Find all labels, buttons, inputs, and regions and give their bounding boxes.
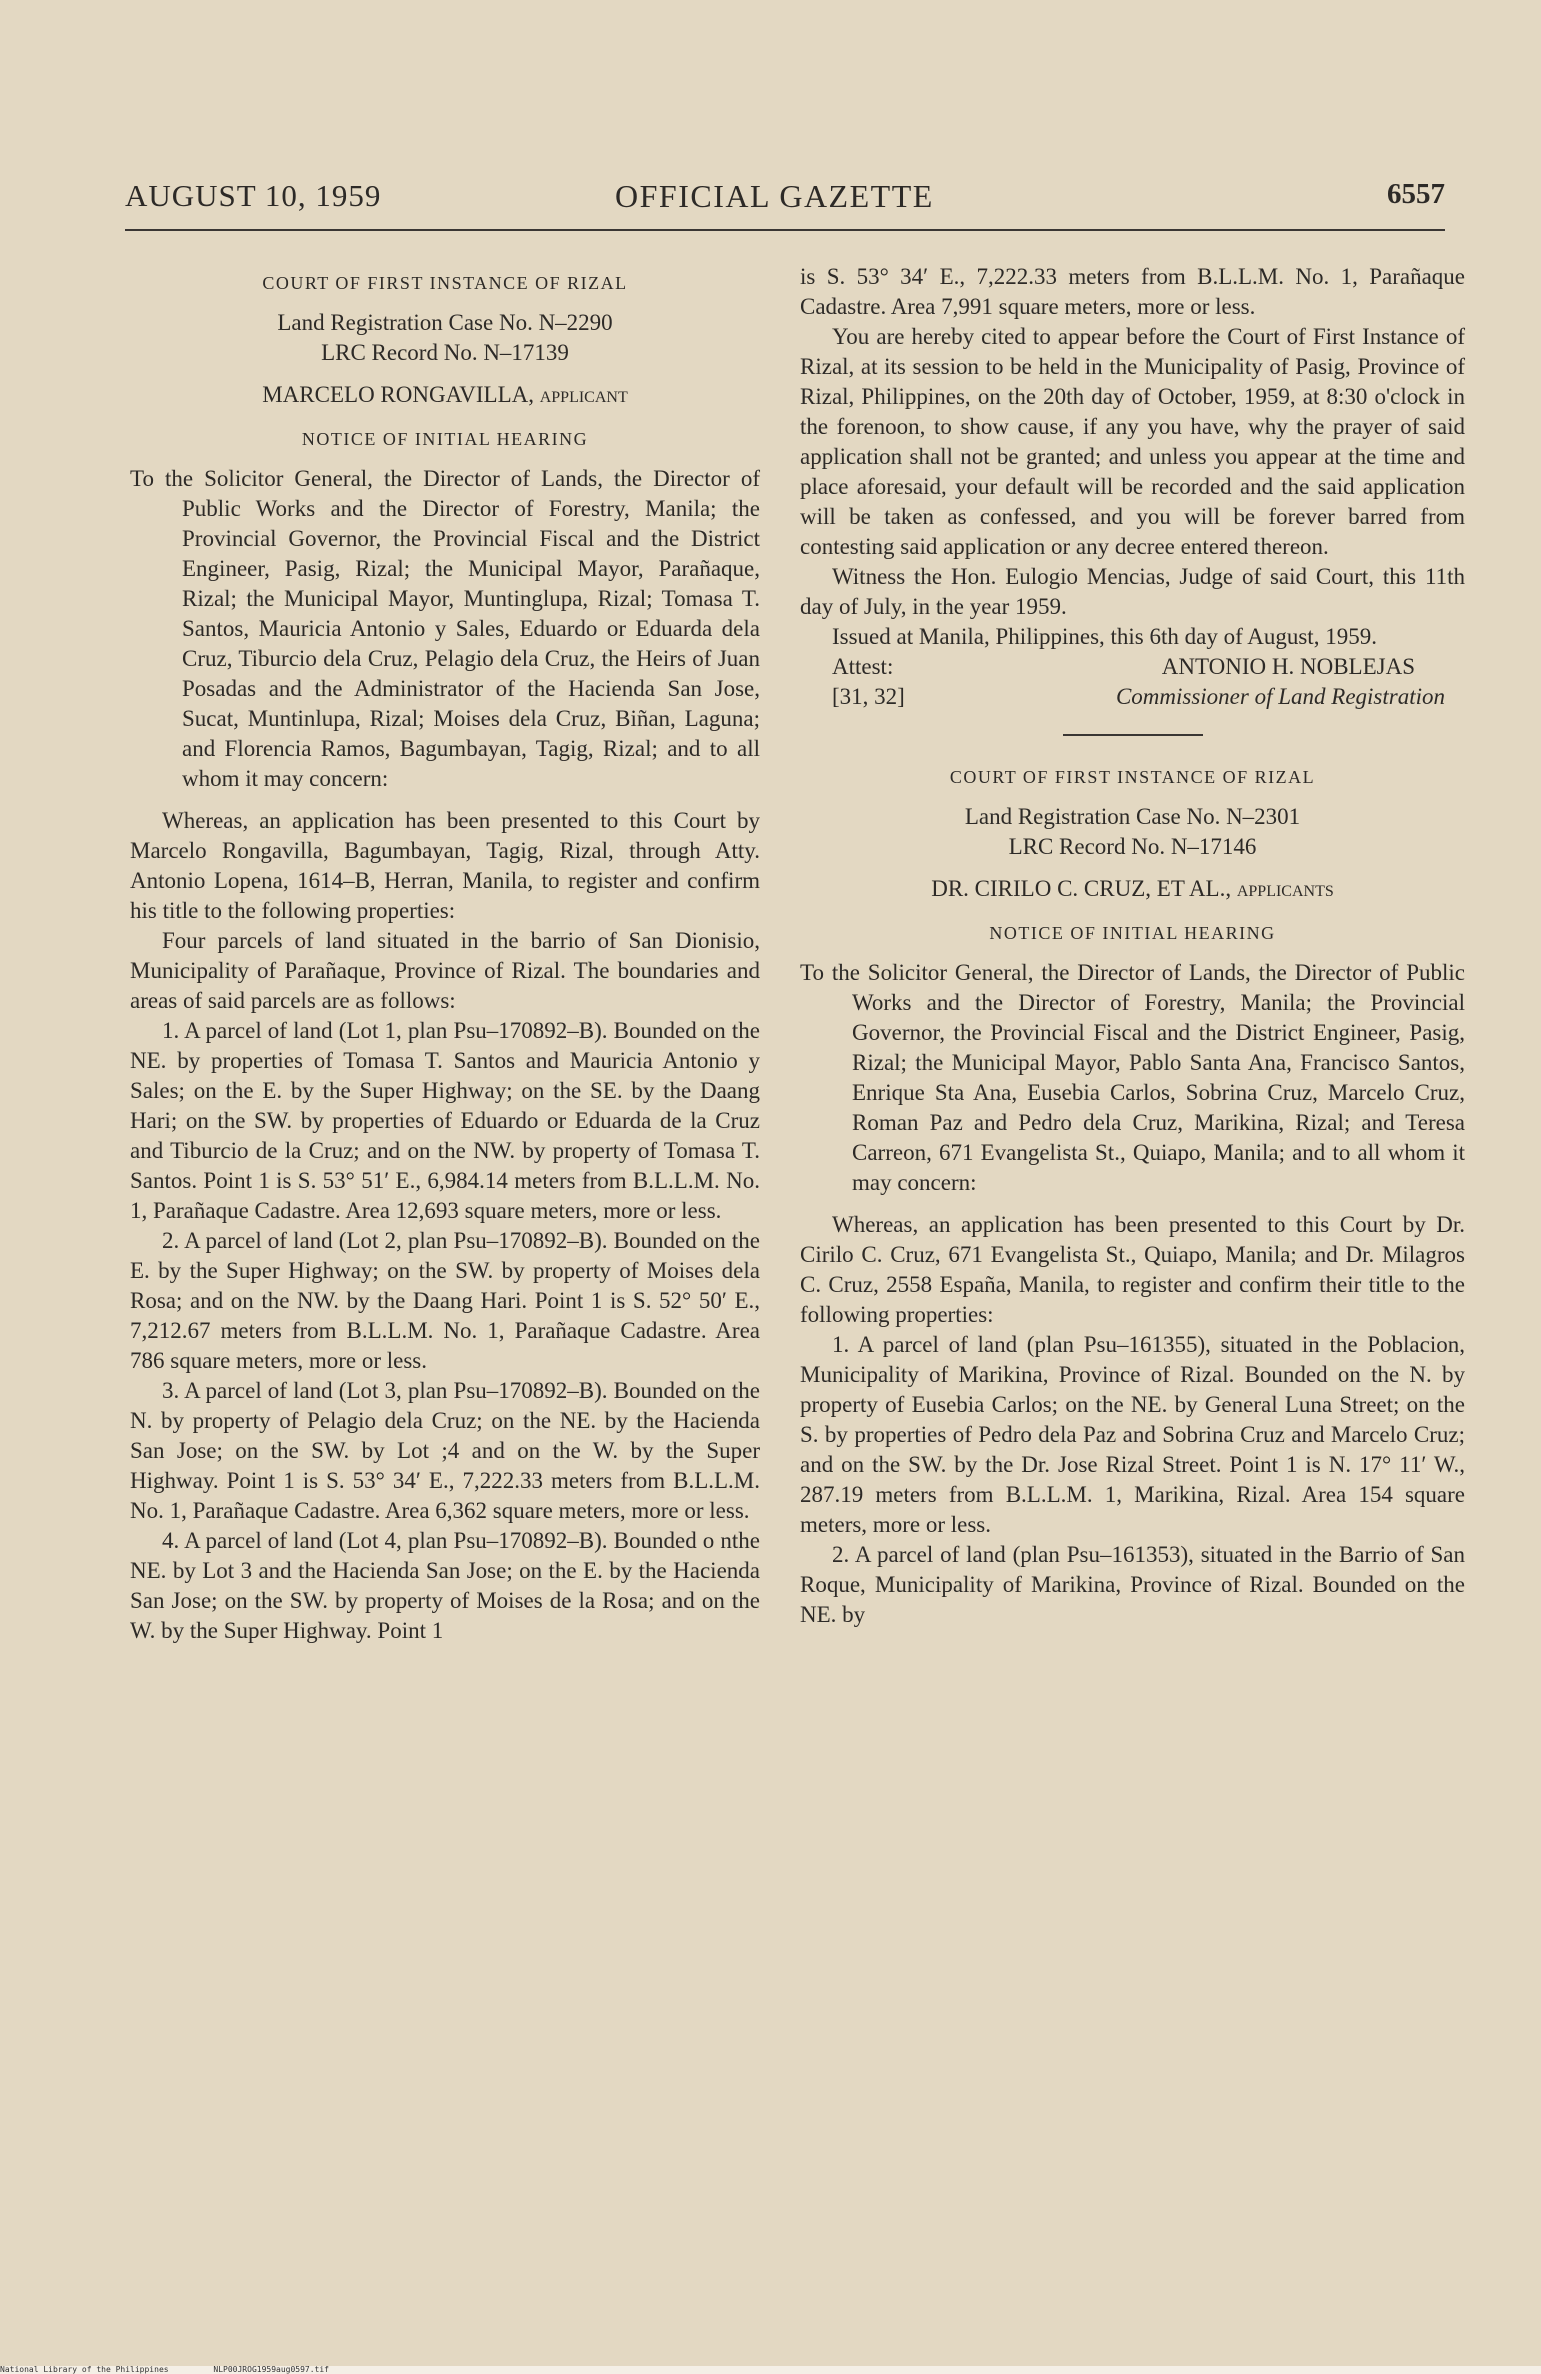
header-rule [125,229,1445,231]
running-header [125,178,1445,224]
parcel-lot-3: 3. A parcel of land (Lot 3, plan Psu–170892–B). Bounded on the N. by property of Pelagio dela Cruz; on the NE. by the Hacienda San Jose; on the SW. by Lot ;4 and on the W. by the Super Highway. Point 1 is S. 53° 34′ E., 7,222.33 meters from B.L.L.M. No. 1, Parañaque Cadastre. Area 6,362 square meters, more or less. [130,1378,760,1523]
addressees-paragraph-2: To the Solicitor General, the Director of Lands, the Director of Public Works and the Director of Forestry, Manila; the Provincial Governor, the Provincial Fiscal and the District Engineer, Pasig, Rizal; the Municipal Mayor, Pablo Santa Ana, Francisco Santos, Enrique Sta Ana, Eusebia Carlos, Sobrina Cruz, Marcelo Cruz, Roman Paz and Pedro dela Cruz, Marikina, Rizal; and Teresa Carreon, 671 Evangelista St., Quiapo, Manila; and to all whom it may concern: [800,960,1465,1195]
attest-label: Attest: [832,654,894,679]
parcel-lot-2: 2. A parcel of land (Lot 2, plan Psu–170892–B). Bounded on the E. by the Super Highway; on the SW. by property of Moises dela Rosa; and on the NW. by the Daang Hari. Point 1 is S. 52° 50′ E., 7,212.67 meters from B.L.L.M. No. 1, Parañaque Cadastre. Area 786 square meters, more or less. [130,1228,760,1373]
parcels-intro: Four parcels of land situated in the barrio of San Dionisio, Municipality of Parañaque, Province of Rizal. The boundaries and areas of said parcels are as follows: [130,928,760,1013]
parcel-lot-4: 4. A parcel of land (Lot 4, plan Psu–170892–B). Bounded o nthe NE. by Lot 3 and the Hacienda San Jose; on the E. by the Hacienda San Jose; on the SW. by property of Moises de la Rosa; and on the W. by the Super Highway. Point 1 [130,1528,760,1643]
witness-paragraph: Witness the Hon. Eulogio Mencias, Judge of said Court, this 11th day of July, in the year 1959. [800,564,1465,619]
addressees-paragraph: To the Solicitor General, the Director of Lands, the Director of Public Works and the Director of Forestry, Manila; the Provincial Governor, the Provincial Fiscal and the District Engineer, Pasig, Rizal; the Municipal Mayor, Parañaque, Rizal; the Municipal Mayor, Muntinglupa, Rizal; Tomasa T. Santos, Mauricia Antonio y Sales, Eduardo or Eduarda dela Cruz, Tiburcio dela Cruz, Pelagio dela Cruz, the Heirs of Juan Posadas and the Administrator of the Hacienda San Jose, Sucat, Muntinlupa, Rizal; Moises dela Cruz, Biñan, Laguna; and Florencia Ramos, Bagumbayan, Tagig, Rizal; and to all whom it may concern: [130,466,760,791]
case-number-2: Land Registration Case No. N–2301 [964,804,1301,829]
applicant-name: MARCELO RONGAVILLA, applicant [262,382,628,407]
parcel-lot-1: 1. A parcel of land (Lot 1, plan Psu–170892–B). Bounded on the NE. by properties of Tomasa T. Santos and Mauricia Antonio y Sales; on the E. by the Super Highway; on the SE. by the Daang Hari; on the SW. by properties of Eduardo or Eduarda de la Cruz and Tiburcio de la Cruz; and on the NW. by property of Tomasa T. Santos. Point 1 is S. 53° 51′ E., 6,984.14 meters from B.L.L.M. No. 1, Parañaque Cadastre. Area 12,693 square meters, more or less. [130,1018,760,1223]
file-name: NLP00JROG1959aug0597.tif [213,2366,329,2374]
attest-line [800,652,1465,682]
library-credit: National Library of the Philippines [0,2366,169,2374]
section-divider [1063,734,1203,736]
right-column [800,262,1465,1630]
parcel-lot-4-continued: is S. 53° 34′ E., 7,222.33 meters from B.L.L.M. No. 1, Parañaque Cadastre. Area 7,991 square meters, more or less. [800,264,1465,319]
left-column [130,262,760,1646]
parcel-2-1: 1. A parcel of land (plan Psu–161355), situated in the Poblacion, Municipality of Marikina, Province of Rizal. Bounded on the N. by property of Eusebia Carlos; on the NE. by General Luna Street; on the S. by properties of Pedro dela Paz and Sobrina Cruz and Marcelo Cruz; and on the SW. by the Dr. Jose Rizal Street. Point 1 is N. 17° 11′ W., 287.19 meters from B.L.L.M. 1, Marikina, Rizal. Area 154 square meters, more or less. [800,1332,1465,1537]
record-number: LRC Record No. N–17139 [321,340,569,365]
publication-title: OFFICIAL GAZETTE [615,178,934,214]
notice-heading-2: NOTICE OF INITIAL HEARING [989,923,1276,943]
citation-paragraph: You are hereby cited to appear before the Court of First Instance of Rizal, at its session to be held in the Municipality of Pasig, Province of Rizal, Philippines, on the 20th day of October, 1959, at 8:30 o'clock in the forenoon, to show cause, if any you have, why the prayer of said application shall not be granted; and unless you appear at the time and place aforesaid, your default will be recorded and the said application will be taken as confessed, and you will be forever barred from contesting said application or any decree entered thereon. [800,324,1465,559]
signatory-name: ANTONIO H. NOBLEJAS [1161,654,1415,679]
court-name-2: COURT OF FIRST INSTANCE OF RIZAL [949,767,1316,787]
reference-number: [31, 32] [832,684,905,709]
court-name: COURT OF FIRST INSTANCE OF RIZAL [262,273,628,293]
signatory-title: Commissioner of Land Registration [1115,684,1445,709]
record-number-2: LRC Record No. N–17146 [1008,834,1257,859]
whereas-paragraph: Whereas, an application has been presented to this Court by Marcelo Rongavilla, Bagumbayan, Tagig, Rizal, through Atty. Antonio Lopena, 1614–B, Herran, Manila, to register and confirm his title to the following properties: [130,808,760,923]
whereas-paragraph-2: Whereas, an application has been presented to this Court by Dr. Cirilo C. Cruz, 671 Evangelista St., Quiapo, Manila; and Dr. Milagros C. Cruz, 2558 España, Manila, to register and confirm their title to the following properties: [800,1212,1465,1327]
issue-date: AUGUST 10, 1959 [125,178,382,213]
scan-footer [0,2366,1541,2374]
page-number: 6557 [1387,178,1445,210]
case-number: Land Registration Case No. N–2290 [277,310,613,335]
parcel-2-2: 2. A parcel of land (plan Psu–161353), situated in the Barrio of San Roque, Municipality of Marikina, Province of Rizal. Bounded on the NE. by [800,1542,1465,1627]
signatory-line [800,682,1465,712]
issued-paragraph: Issued at Manila, Philippines, this 6th day of August, 1959. [832,624,1377,649]
notice-heading: NOTICE OF INITIAL HEARING [301,429,589,449]
applicant-name-2: DR. CIRILO C. CRUZ, ET AL., applicants [931,876,1334,901]
